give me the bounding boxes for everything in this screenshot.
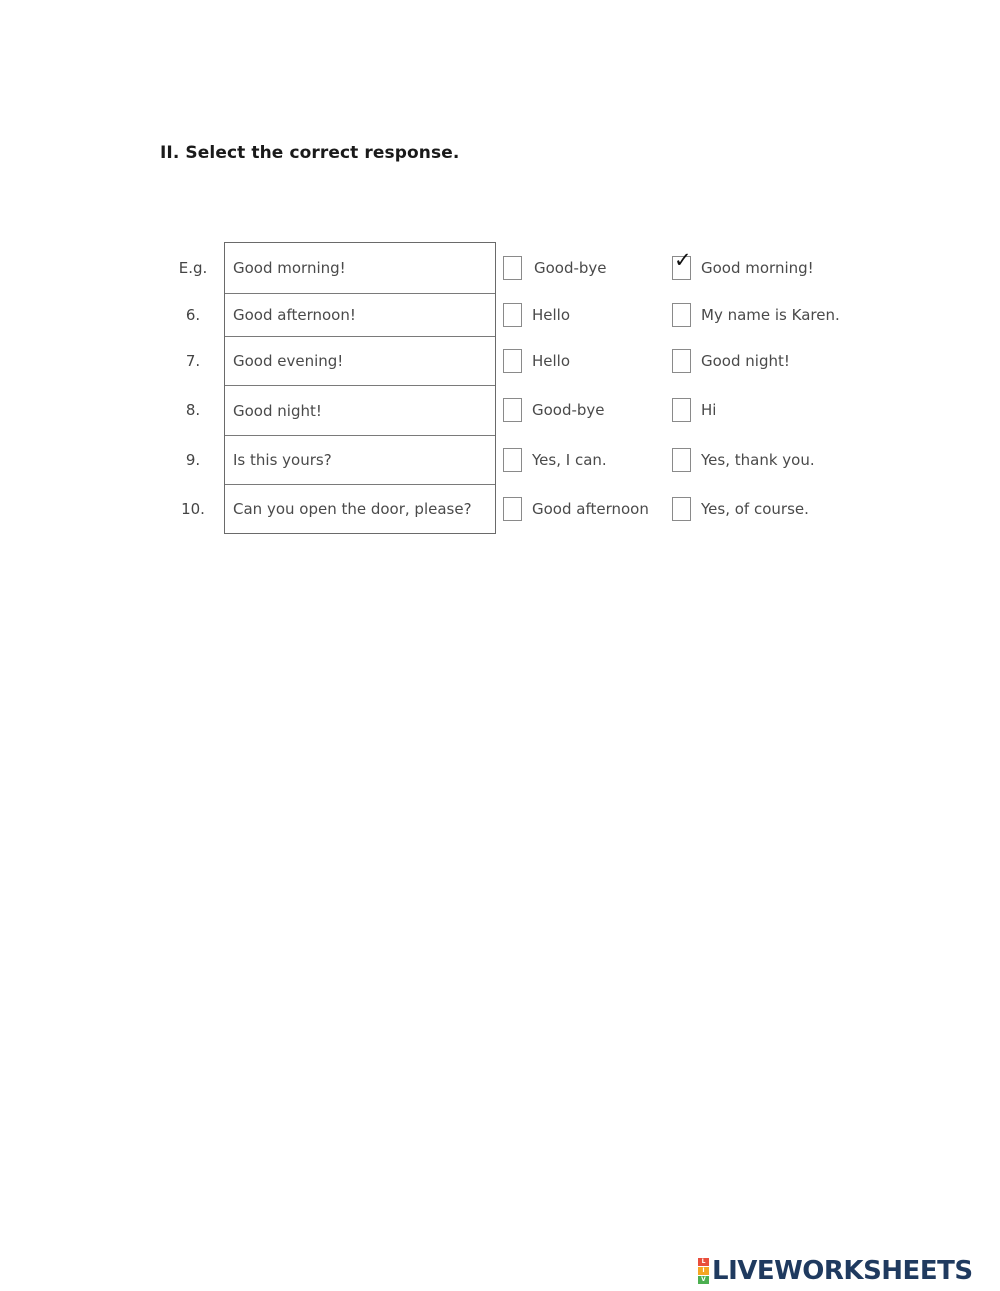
row-number: 10. xyxy=(181,500,205,518)
option-label: My name is Karen. xyxy=(701,306,840,324)
option-label: Hi xyxy=(701,401,717,419)
checkbox[interactable] xyxy=(672,448,691,472)
option-a[interactable] xyxy=(503,303,570,327)
checkbox[interactable] xyxy=(503,349,522,373)
liveworksheets-logo xyxy=(698,1256,973,1286)
option-b[interactable] xyxy=(672,349,790,373)
worksheet-title: II. Select the correct response. xyxy=(160,143,460,163)
logo-blocks-icon xyxy=(698,1258,709,1284)
option-b[interactable] xyxy=(672,497,809,521)
option-a[interactable] xyxy=(503,256,607,280)
option-a[interactable] xyxy=(503,349,570,373)
prompt-cell: Is this yours? xyxy=(225,435,495,484)
row-number: E.g. xyxy=(178,259,208,277)
option-a[interactable] xyxy=(503,398,605,422)
checkbox[interactable] xyxy=(672,497,691,521)
option-label: Yes, of course. xyxy=(701,500,809,518)
option-b[interactable] xyxy=(672,398,716,422)
option-label: Yes, I can. xyxy=(532,451,607,469)
prompt-cell: Good afternoon! xyxy=(225,293,495,336)
checkbox[interactable] xyxy=(672,349,691,373)
checkbox[interactable] xyxy=(503,303,522,327)
logo-block: L xyxy=(698,1258,709,1266)
checkbox[interactable] xyxy=(672,398,691,422)
prompt-cell: Good night! xyxy=(225,385,495,435)
option-label: Good night! xyxy=(701,352,790,370)
row-number: 9. xyxy=(185,451,201,469)
checkbox[interactable] xyxy=(503,448,522,472)
option-a[interactable] xyxy=(503,497,649,521)
brand-name: LIVEWORKSHEETS xyxy=(712,1256,973,1286)
option-label: Hello xyxy=(532,306,571,324)
checkbox[interactable] xyxy=(672,303,691,327)
prompt-cell: Can you open the door, please? xyxy=(225,484,495,533)
option-b[interactable] xyxy=(672,248,814,280)
prompt-cell: Good morning! xyxy=(233,259,346,277)
checkbox[interactable] xyxy=(503,398,522,422)
option-label: Hello xyxy=(532,352,571,370)
option-label: Yes, thank you. xyxy=(701,451,815,469)
row-number: 8. xyxy=(185,401,201,419)
row-number: 7. xyxy=(185,352,201,370)
option-label: Good morning! xyxy=(701,259,814,277)
logo-block: V xyxy=(698,1276,709,1284)
option-label: Good-bye xyxy=(532,401,605,419)
checkbox-checked[interactable] xyxy=(672,248,692,280)
option-label: Good afternoon xyxy=(532,500,649,518)
checkbox[interactable] xyxy=(503,497,522,521)
prompt-cell: Good evening! xyxy=(225,336,495,385)
logo-block: I xyxy=(698,1267,709,1275)
check-mark-icon: ✓ xyxy=(674,248,692,272)
checkbox[interactable] xyxy=(503,256,522,280)
option-b[interactable] xyxy=(672,303,840,327)
option-a[interactable] xyxy=(503,448,607,472)
option-label: Good-bye xyxy=(534,259,607,277)
prompt-table xyxy=(224,242,496,534)
row-number: 6. xyxy=(185,306,201,324)
option-b[interactable] xyxy=(672,448,815,472)
